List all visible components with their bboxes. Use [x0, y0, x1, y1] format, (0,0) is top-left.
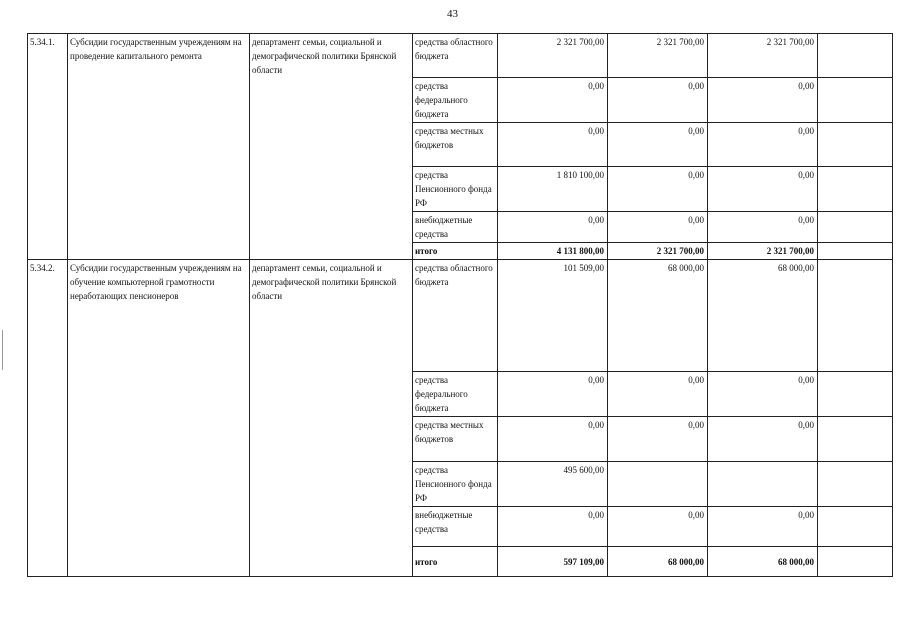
value-cell: 0,00	[608, 417, 708, 462]
value-cell: 0,00	[708, 372, 818, 417]
total-value: 68 000,00	[708, 547, 818, 577]
value-cell: 2 321 700,00	[498, 34, 608, 78]
item-code: 5.34.1.	[28, 34, 68, 260]
value-cell: 0,00	[708, 167, 818, 212]
total-value: 597 109,00	[498, 547, 608, 577]
value-cell	[708, 462, 818, 507]
value-cell	[608, 462, 708, 507]
total-value: 2 321 700,00	[608, 243, 708, 260]
empty-cell	[818, 507, 893, 547]
total-value: 68 000,00	[608, 547, 708, 577]
margin-mark	[2, 330, 3, 370]
empty-cell	[818, 243, 893, 260]
value-cell: 0,00	[608, 78, 708, 123]
value-cell: 68 000,00	[608, 260, 708, 372]
value-cell: 0,00	[708, 212, 818, 243]
value-cell: 1 810 100,00	[498, 167, 608, 212]
item-executor: департамент семьи, социальной и демографической политики Брянской области	[250, 260, 413, 577]
table-row	[28, 260, 893, 372]
value-cell: 0,00	[498, 372, 608, 417]
source-total: итого	[413, 547, 498, 577]
table-row	[28, 34, 893, 78]
value-cell: 495 600,00	[498, 462, 608, 507]
empty-cell	[818, 212, 893, 243]
empty-cell	[818, 260, 893, 372]
value-cell: 0,00	[608, 372, 708, 417]
source-total: итого	[413, 243, 498, 260]
empty-cell	[818, 547, 893, 577]
value-cell: 0,00	[608, 212, 708, 243]
value-cell: 0,00	[708, 507, 818, 547]
value-cell: 0,00	[708, 417, 818, 462]
item-executor: департамент семьи, социальной и демографической политики Брянской области	[250, 34, 413, 260]
value-cell: 2 321 700,00	[708, 34, 818, 78]
program-table	[27, 33, 893, 577]
empty-cell	[818, 34, 893, 78]
source-extra: внебюджетные средства	[413, 507, 498, 547]
source-pension: средства Пенсионного фонда РФ	[413, 167, 498, 212]
source-federal: средства федерального бюджета	[413, 372, 498, 417]
empty-cell	[818, 462, 893, 507]
value-cell: 0,00	[498, 78, 608, 123]
source-regional: средства областного бюджета	[413, 260, 498, 372]
empty-cell	[818, 372, 893, 417]
value-cell: 0,00	[498, 507, 608, 547]
value-cell: 0,00	[708, 123, 818, 167]
page-number: 43	[447, 8, 458, 20]
item-name: Субсидии государственным учреждениям на проведение капитального ремонта	[68, 34, 250, 260]
empty-cell	[818, 123, 893, 167]
item-code: 5.34.2.	[28, 260, 68, 577]
source-local: средства местных бюджетов	[413, 417, 498, 462]
total-value: 4 131 800,00	[498, 243, 608, 260]
empty-cell	[818, 78, 893, 123]
value-cell: 0,00	[498, 212, 608, 243]
value-cell: 0,00	[608, 167, 708, 212]
value-cell: 0,00	[608, 507, 708, 547]
value-cell: 0,00	[708, 78, 818, 123]
source-federal: средства федерального бюджета	[413, 78, 498, 123]
source-local: средства местных бюджетов	[413, 123, 498, 167]
value-cell: 0,00	[498, 417, 608, 462]
source-regional: средства областного бюджета	[413, 34, 498, 78]
item-name: Субсидии государственным учреждениям на обучение компьютерной грамотности неработающих пенсионеров	[68, 260, 250, 577]
value-cell: 0,00	[498, 123, 608, 167]
value-cell: 68 000,00	[708, 260, 818, 372]
source-pension: средства Пенсионного фонда РФ	[413, 462, 498, 507]
value-cell: 0,00	[608, 123, 708, 167]
empty-cell	[818, 417, 893, 462]
value-cell: 101 509,00	[498, 260, 608, 372]
source-extra: внебюджетные средства	[413, 212, 498, 243]
total-value: 2 321 700,00	[708, 243, 818, 260]
empty-cell	[818, 167, 893, 212]
value-cell: 2 321 700,00	[608, 34, 708, 78]
